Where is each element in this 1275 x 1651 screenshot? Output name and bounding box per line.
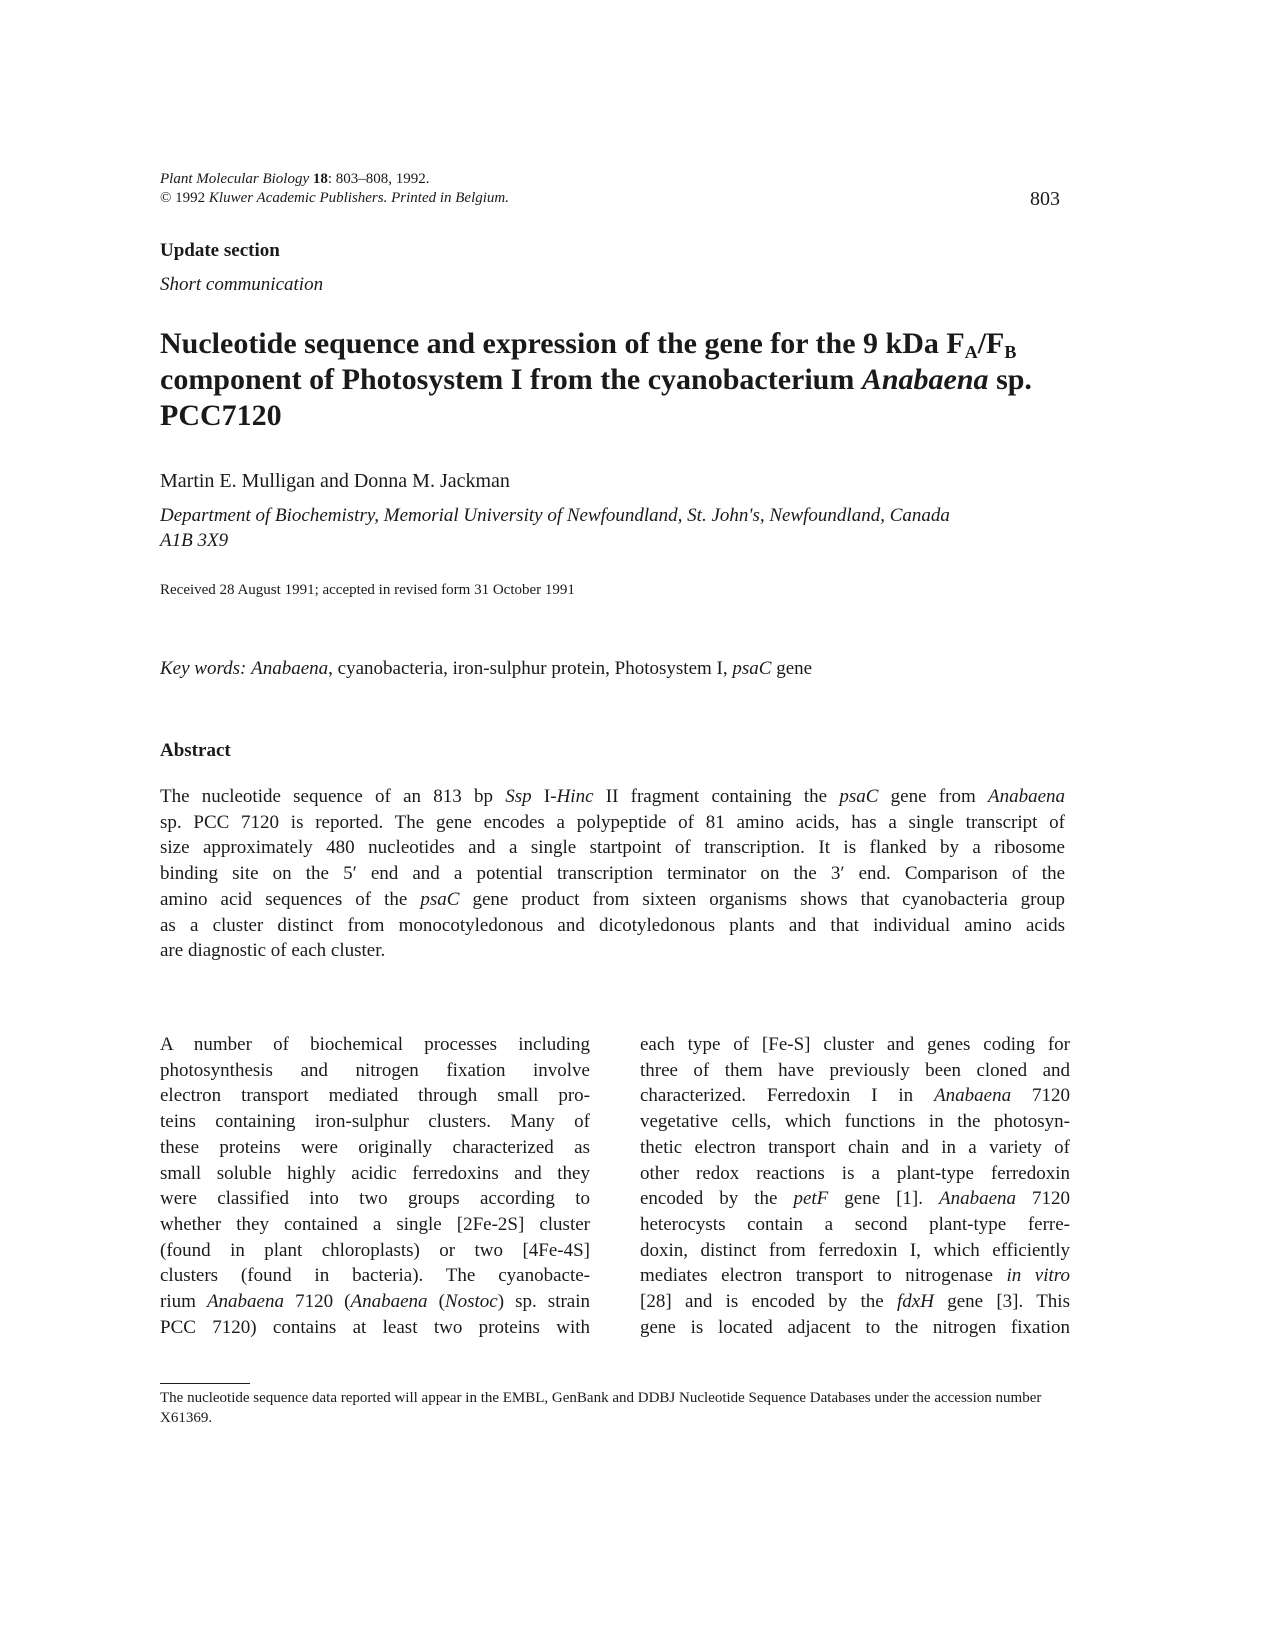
abstract-line: amino acid sequences of the psaC gene product from sixteen organisms shows that cyanobacteria group [160, 888, 1065, 910]
body-line: small soluble highly acidic ferredoxins and they [160, 1162, 590, 1184]
journal-citation [160, 170, 509, 208]
body-line: teins containing iron-sulphur clusters. Many of [160, 1111, 590, 1133]
body-line: gene is located adjacent to the nitrogen fixation [640, 1316, 1070, 1338]
body-column-right [640, 1032, 1070, 1340]
body-line: whether they contained a single [2Fe-2S] cluster [160, 1213, 590, 1235]
abstract-line: size approximately 480 nucleotides and a single startpoint of transcription. It is flanked by a ribosome [160, 837, 1065, 859]
body-column-left [160, 1032, 590, 1340]
body-line: characterized. Ferredoxin I in Anabaena 7120 [640, 1085, 1071, 1107]
received-dates: Received 28 August 1991; accepted in revised form 31 October 1991 [160, 582, 575, 598]
affiliation: Department of Biochemistry, Memorial University of Newfoundland, St. John's, Newfoundland, Canada A1B 3X9 [160, 505, 950, 551]
footnote: The nucleotide sequence data reported will appear in the EMBL, GenBank and DDBJ Nucleotide Sequence Databases under the accession number X61369. [160, 1390, 1042, 1426]
body-line: these proteins were originally characterized as [160, 1136, 590, 1158]
body-line: each type of [Fe-S] cluster and genes coding for [640, 1034, 1070, 1055]
body-line: photosynthesis and nitrogen fixation involve [160, 1059, 590, 1081]
body-line: doxin, distinct from ferredoxin I, which efficiently [640, 1239, 1070, 1261]
page-number: 803 [1030, 188, 1060, 210]
body-line: heterocysts contain a second plant-type ferre- [640, 1213, 1070, 1235]
title-line-3: PCC7120 [160, 399, 282, 432]
body-line: mediates electron transport to nitrogenase in vitro [640, 1265, 1070, 1287]
body-line: rium Anabaena 7120 (Anabaena (Nostoc) sp. strain [160, 1291, 591, 1313]
body-line: vegetative cells, which functions in the photosyn- [640, 1111, 1070, 1133]
title-line-1: Nucleotide sequence and expression of the gene for the 9 kDa $F_A/F_B$ [160, 327, 1017, 362]
body-line: clusters (found in bacteria). The cyanobacte- [160, 1265, 590, 1287]
subsection-label: Short communication [160, 274, 324, 295]
journal-line-2: © 1992 Kluwer Academic Publishers. Printed in Belgium. [160, 190, 510, 206]
body-line: thetic electron transport chain and in a variety of [640, 1136, 1070, 1158]
body-line: electron transport mediated through small pro- [160, 1085, 590, 1107]
article-title [160, 326, 1080, 434]
body-line: (found in plant chloroplasts) or two [4Fe-4S] [160, 1239, 590, 1261]
title-line-2: component of Photosystem I from the cyanobacterium Anabaena sp. [160, 363, 1032, 396]
abstract-heading: Abstract [160, 740, 231, 761]
footnote-rule [160, 1383, 250, 1384]
abstract-line: The nucleotide sequence of an 813 bp Ssp I-Hinc II fragment containing the psaC gene from Anabaena [160, 786, 1066, 807]
body-line: three of them have previously been cloned and [640, 1059, 1070, 1081]
body-line: were classified into two groups according to [160, 1188, 590, 1210]
keywords: Key words: Anabaena, cyanobacteria, iron-sulphur protein, Photosystem I, psaC gene [160, 658, 813, 679]
section-label: Update section [160, 240, 280, 261]
abstract-line: sp. PCC 7120 is reported. The gene encodes a polypeptide of 81 amino acids, has a single transcript of [160, 811, 1065, 833]
body-line: other redox reactions is a plant-type ferredoxin [640, 1162, 1070, 1184]
authors: Martin E. Mulligan and Donna M. Jackman [160, 470, 510, 492]
abstract-line: are diagnostic of each cluster. [160, 940, 386, 962]
body-line: [28] and is encoded by the fdxH gene [3]. This [640, 1291, 1070, 1313]
body-line: encoded by the petF gene [1]. Anabaena 7120 [640, 1188, 1071, 1210]
journal-line-1: Plant Molecular Biology 18: 803–808, 1992. [160, 171, 430, 187]
abstract-line: binding site on the 5′ end and a potential transcription terminator on the 3′ end. Comparison of the [160, 863, 1065, 885]
abstract-line: as a cluster distinct from monocotyledonous and dicotyledonous plants and that individual amino acids [160, 914, 1065, 936]
body-line: PCC 7120) contains at least two proteins with [160, 1316, 590, 1338]
body-line: A number of biochemical processes including [160, 1034, 590, 1055]
abstract-body [160, 784, 1065, 964]
